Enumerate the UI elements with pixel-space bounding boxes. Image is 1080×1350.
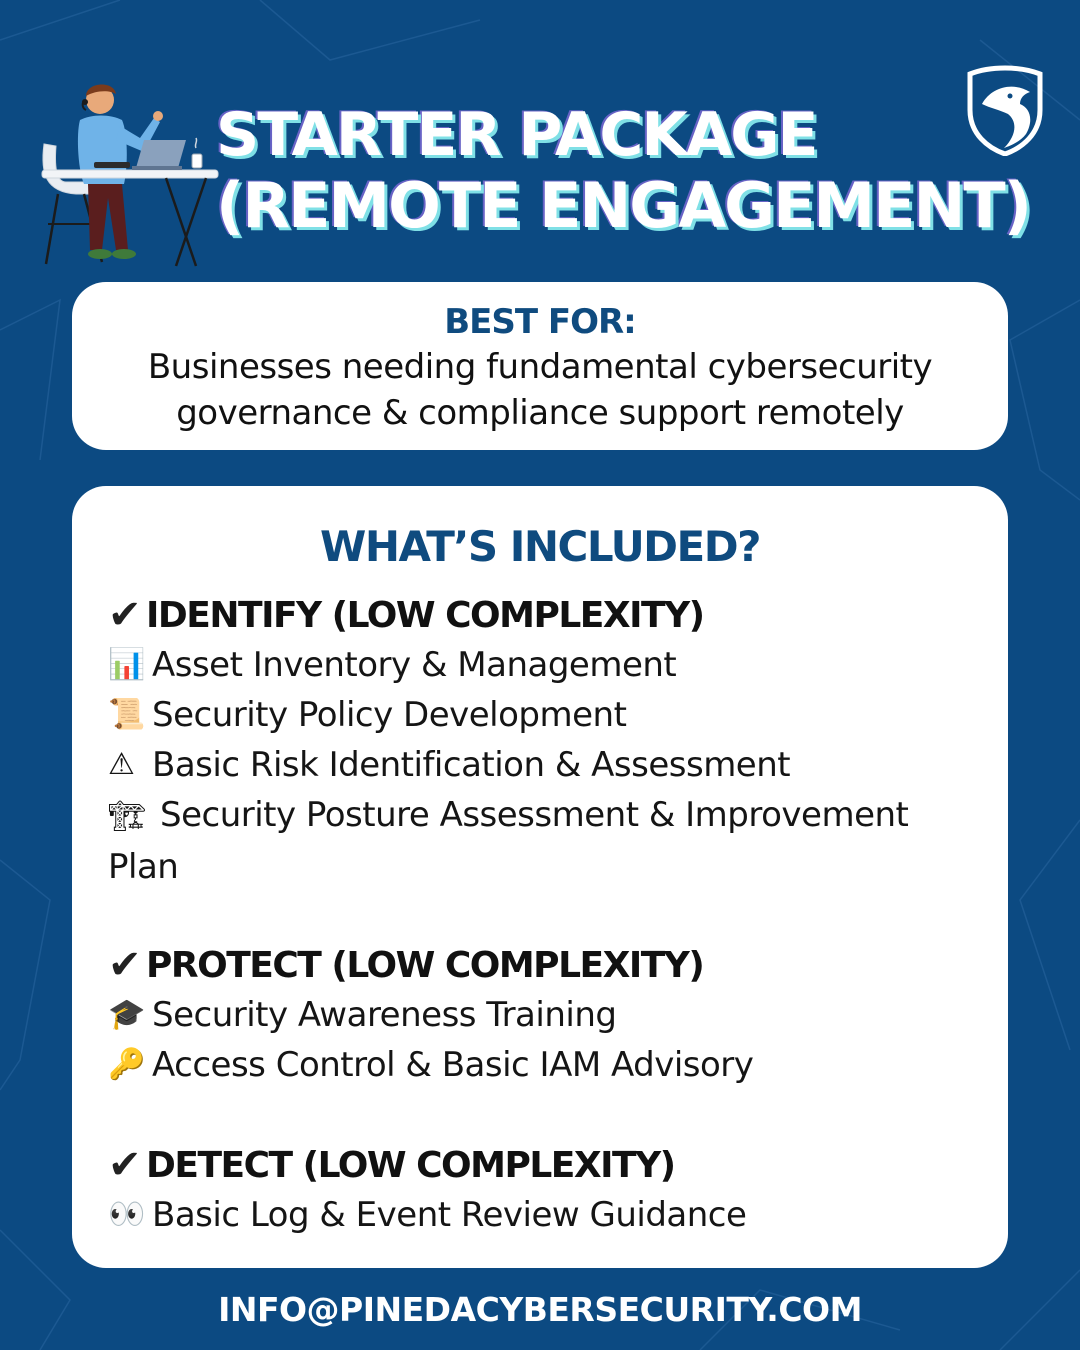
list-item-text: Access Control & Basic IAM Advisory	[152, 1045, 754, 1085]
graduation-cap-icon: 🎓	[108, 997, 145, 1032]
title-line-2: (REMOTE ENGAGEMENT)	[216, 169, 1030, 242]
whats-included-title: WHAT’S INCLUDED?	[320, 522, 760, 571]
list-item	[108, 1190, 988, 1240]
best-for-text: Businesses needing fundamental cybersecurity governance & compliance support remotely	[147, 347, 933, 433]
construction-crane-icon: 🏗	[108, 799, 146, 834]
checkmark-icon: ✔	[108, 592, 141, 638]
section-heading-label: DETECT (LOW COMPLEXITY)	[146, 1144, 675, 1186]
list-item-text: Asset Inventory & Management	[152, 645, 677, 685]
best-for-card	[72, 282, 1008, 450]
list-item-text: Basic Log & Event Review Guidance	[152, 1195, 747, 1235]
list-item	[108, 790, 988, 892]
section-heading-label: IDENTIFY (LOW COMPLEXITY)	[146, 594, 704, 636]
list-item	[108, 740, 988, 790]
list-item	[108, 640, 988, 690]
person-at-desk-illustration	[36, 74, 226, 270]
eyes-icon: 👀	[108, 1197, 145, 1232]
whats-included-card	[72, 486, 1008, 1268]
page-title	[216, 100, 1066, 242]
list-item-text: Security Posture Assessment & Improvement Plan	[108, 795, 909, 887]
contact-email-link[interactable]: INFO@PINEDACYBERSECURITY.COM	[218, 1290, 862, 1329]
checkmark-icon: ✔	[108, 942, 141, 988]
section-protect	[108, 940, 988, 1090]
key-icon: 🔑	[108, 1047, 145, 1082]
scroll-icon: 📜	[108, 697, 145, 732]
section-heading-label: PROTECT (LOW COMPLEXITY)	[146, 944, 704, 986]
list-item	[108, 990, 988, 1040]
list-item-text: Security Awareness Training	[152, 995, 617, 1035]
list-item-text: Security Policy Development	[152, 695, 627, 735]
title-line-1: STARTER PACKAGE	[216, 100, 817, 170]
section-identify	[108, 590, 988, 892]
list-item	[108, 1040, 988, 1090]
section-heading	[108, 1140, 988, 1190]
list-item	[108, 690, 988, 740]
section-detect	[108, 1140, 988, 1240]
bar-chart-icon: 📊	[108, 647, 145, 682]
list-item-text: Basic Risk Identification & Assessment	[152, 745, 791, 785]
checkmark-icon: ✔	[108, 1142, 141, 1188]
best-for-label: BEST FOR:	[444, 302, 636, 342]
section-heading	[108, 940, 988, 990]
warning-icon: ⚠	[108, 747, 135, 782]
section-heading	[108, 590, 988, 640]
